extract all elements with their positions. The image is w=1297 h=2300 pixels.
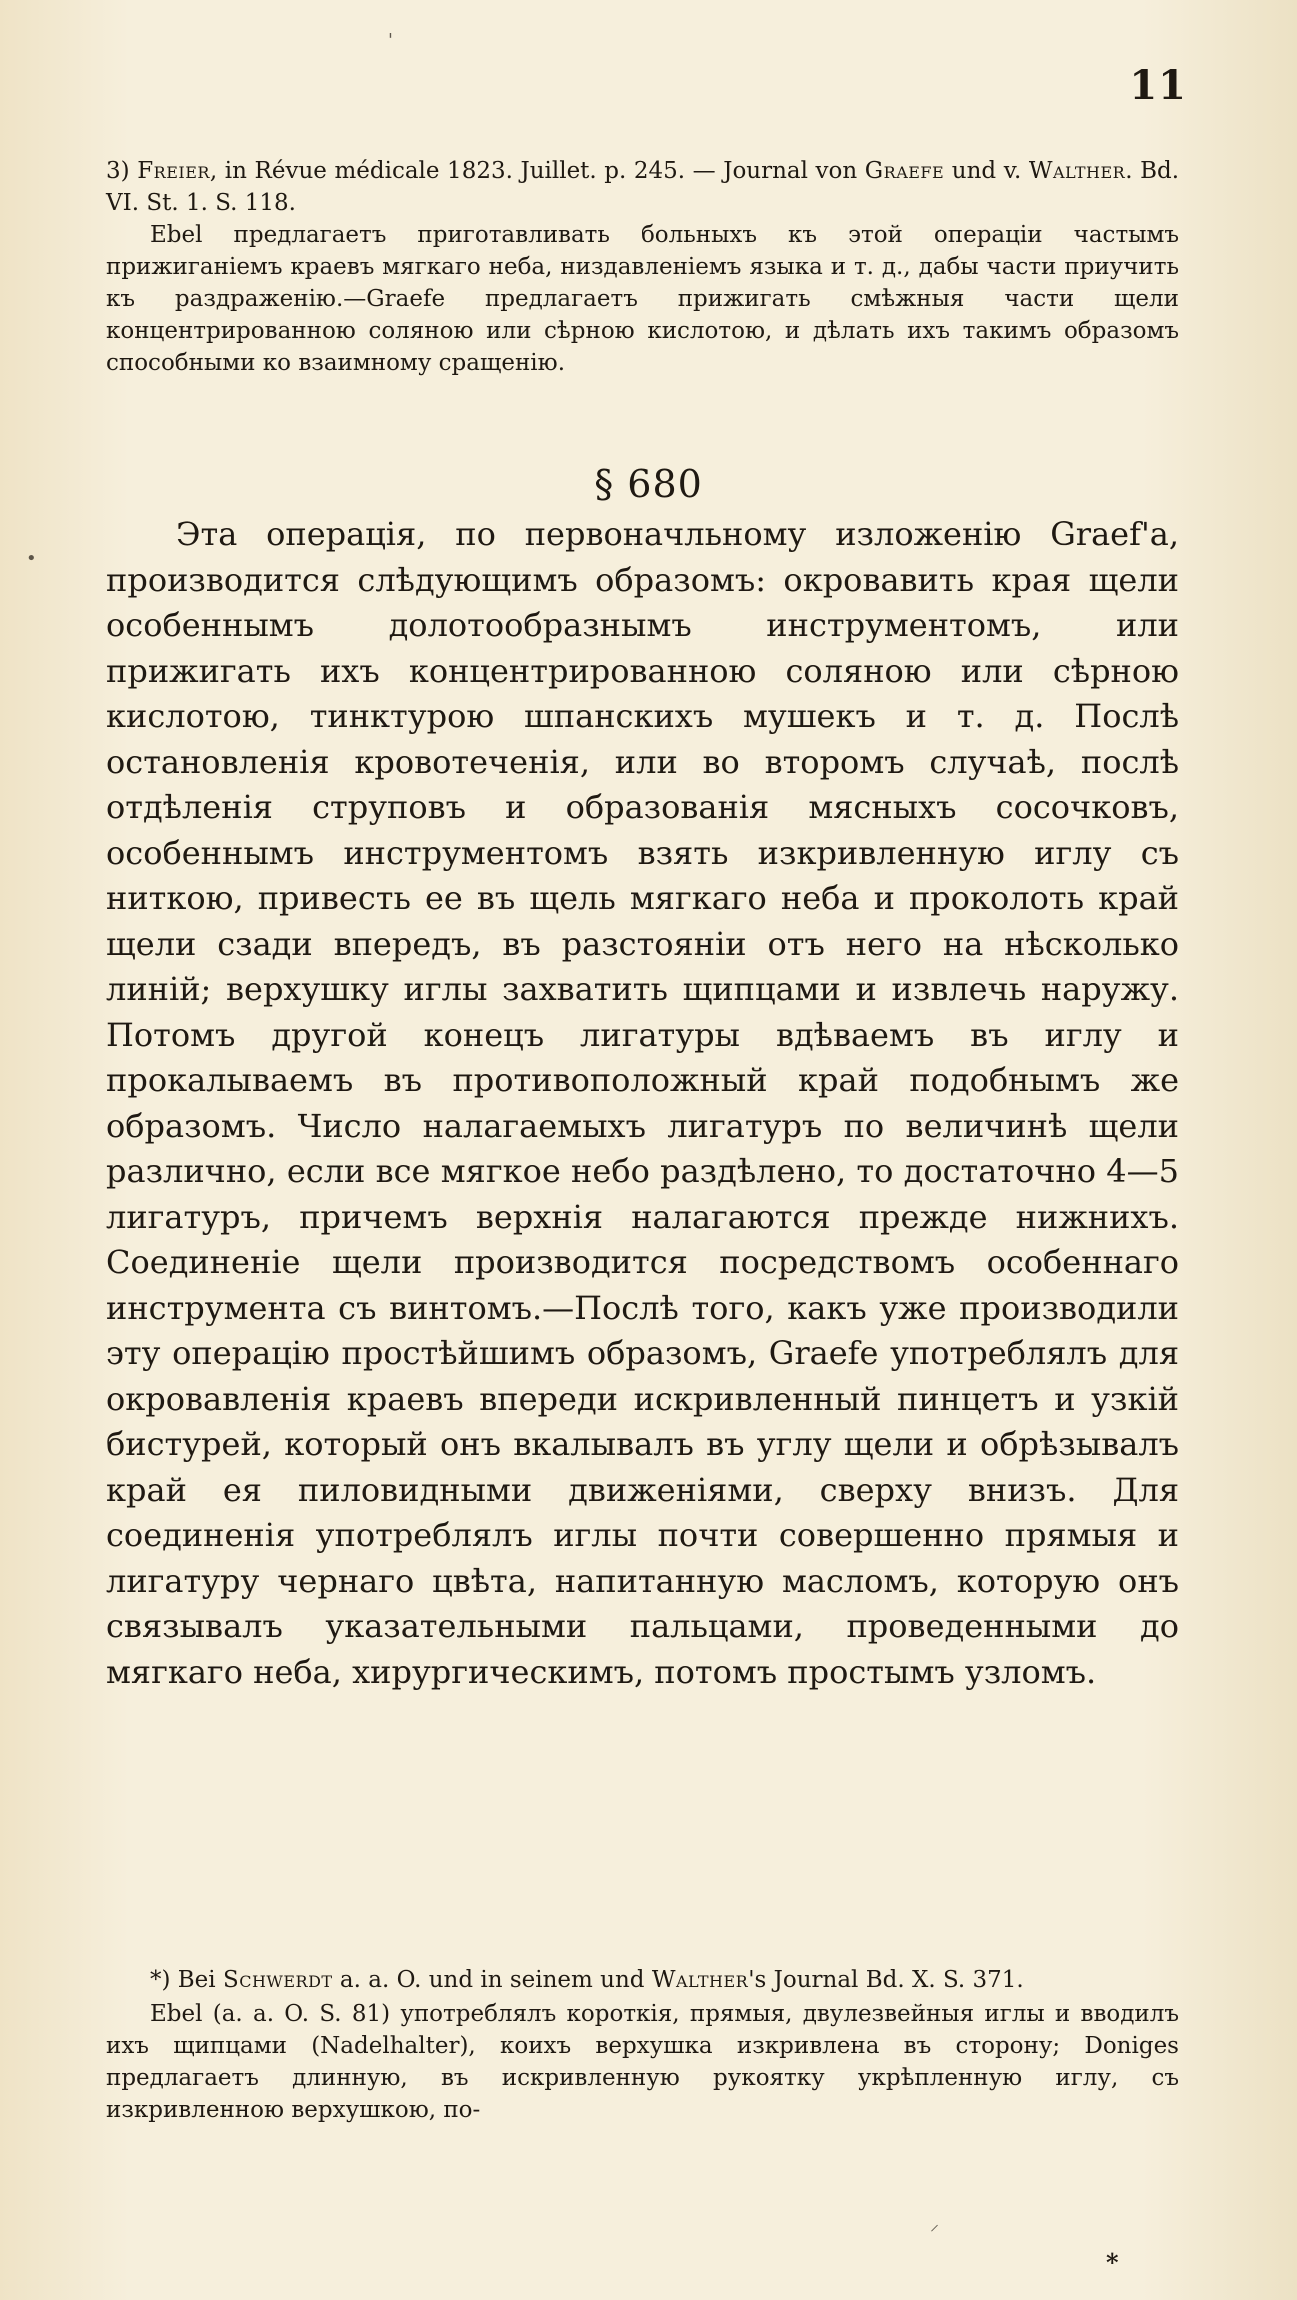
citation-author2: Graefe: [864, 158, 945, 184]
main-body: [106, 512, 1179, 1695]
citation-author: Freier: [137, 158, 210, 184]
section-title: § 680: [594, 462, 703, 506]
footnote-suffix: 's Journal Bd. X. S. 371.: [748, 1967, 1024, 1993]
footnote-author2: Walther: [651, 1967, 749, 1993]
ink-speck-icon: ⸝: [930, 2214, 939, 2235]
citation-text1: , in Révue médicale 1823. Juillet. p. 245. — Journal von: [209, 158, 865, 184]
top-note-paragraph: Ebel предлагаетъ приготавливать больныхъ къ этой операціи частымъ прижиганіемъ краевъ мягкаго неба, низдавленіемъ языка и т. д., дабы части приучить къ раздраженію.—Graefe предлагаетъ прижигать смѣжныя части щели концентрированною соляною или сѣрною кислотою, и дѣлать ихъ такимъ образомъ способными ко взаимному сращенію.: [106, 222, 1179, 376]
citation-author3: Walther: [1028, 158, 1126, 184]
ink-speck-icon: ': [388, 30, 393, 51]
citation-text2: und v.: [944, 158, 1029, 184]
citation-text3: . Bd. VI. St. 1. S. 118.: [106, 158, 1180, 216]
bottom-note-paragraph: Ebel (a. a. O. S. 81) употреблялъ короткія, прямыя, двулезвейныя иглы и вводилъ ихъ щипцами (Nadelhalter), коихъ верхушка изкривлена въ сторону; Doniges предлагаетъ длинную, въ искривленную рукоятку укрѣпленную иглу, съ изкривленною верхушкою, по-: [106, 2001, 1179, 2123]
page-number: 11: [1129, 62, 1187, 109]
signature-mark: *: [1106, 2248, 1119, 2277]
footnote-schwerdt: [106, 1964, 1179, 1996]
top-footnotes: [106, 155, 1179, 379]
citation-num: 3): [106, 158, 130, 184]
footnote-author: Schwerdt: [222, 1967, 333, 1993]
citation-freier: [106, 155, 1179, 219]
footnote-prefix: *) Bei: [150, 1967, 223, 1993]
footnote-middle: a. a. O. und in seinem und: [332, 1967, 652, 1993]
main-paragraph: Эта операція, по первоначльному изложенію Graef'а, производится слѣдующимъ образомъ: окровавить края щели особеннымъ долотообразнымъ инструментомъ, или прижигать ихъ концентрированною соляною или сѣрною кислотою, тинктурою шпанскихъ мушекъ и т. д. Послѣ остановленія кровотеченія, или во второмъ случаѣ, послѣ отдѣленія струповъ и образованія мясныхъ сосочковъ, особеннымъ инструментомъ взять изкривленную иглу съ ниткою, привесть ее въ щель мягкаго неба и проколоть край щели сзади впередъ, въ разстояніи отъ него на нѣсколько линій; верхушку иглы захватить щипцами и извлечь наружу. Потомъ другой конецъ лигатуры вдѣваемъ въ иглу и прокалываемъ въ противоположный край подобнымъ же образомъ. Число налагаемыхъ лигатуръ по величинѣ щели различно, если все мягкое небо раздѣлено, то достаточно 4—5 лигатуръ, причемъ верхнія налагаются прежде нижнихъ. Соединеніе щели производится посредствомъ особеннаго инструмента съ винтомъ.—Послѣ того, какъ уже производили эту операцію простѣйшимъ образомъ, Graefe употреблялъ для окровавленія краевъ впереди искривленный пинцетъ и узкій бистурей, который онъ вкалывалъ въ углу щели и обрѣзывалъ край ея пиловидными движеніями, сверху внизъ. Для соединенія употреблялъ иглы почти совершенно прямыя и лигатуру чернаго цвѣта, напитанную масломъ, которую онъ связывалъ указательными пальцами, проведенными до мягкаго неба, хирургическимъ, потомъ простымъ узломъ.: [106, 515, 1179, 1691]
ink-speck-icon: •: [26, 548, 37, 569]
bottom-footnotes: [106, 1964, 1179, 2128]
